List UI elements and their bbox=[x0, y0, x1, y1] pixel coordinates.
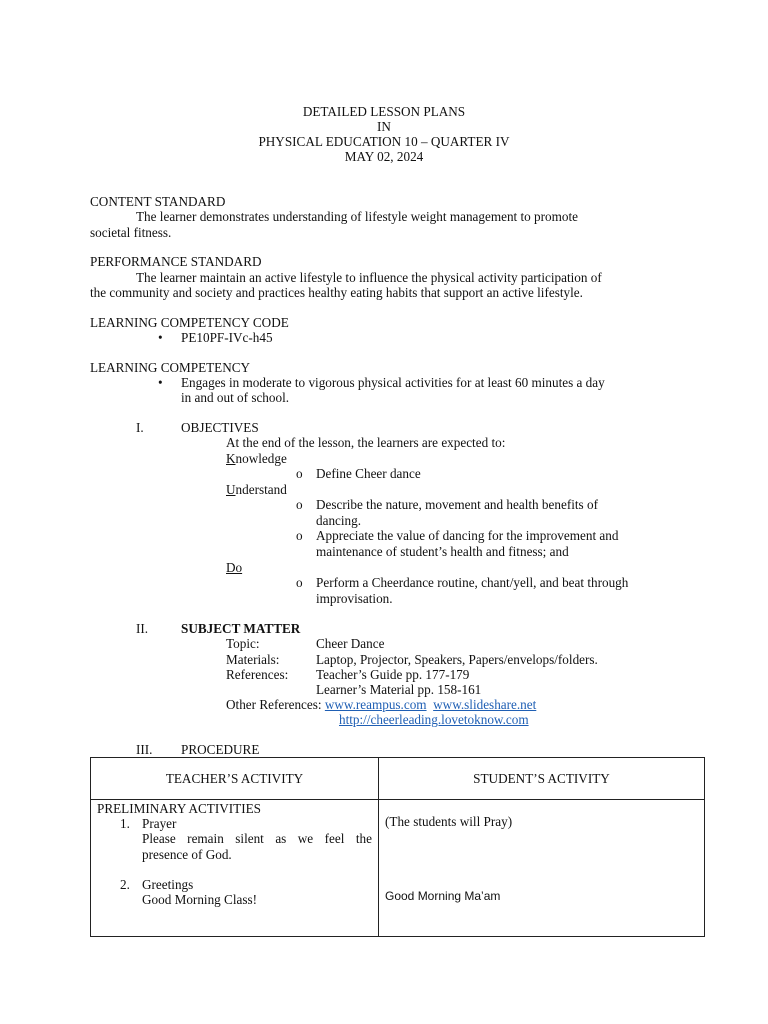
table-header-row bbox=[91, 758, 705, 800]
procedure-numeral: III. bbox=[136, 742, 153, 757]
procedure-table bbox=[90, 757, 705, 937]
reference-link-slideshare[interactable]: www.slideshare.net bbox=[433, 697, 537, 712]
understand-label: Understand bbox=[226, 482, 287, 497]
table-row bbox=[91, 800, 705, 937]
student-prayer-response: (The students will Pray) bbox=[385, 814, 513, 829]
competency-text-1: Engages in moderate to vigorous physical activities for at least 60 minutes a day bbox=[181, 375, 605, 390]
sub-bullet-icon: o bbox=[296, 528, 303, 543]
subject-matter-heading: SUBJECT MATTER bbox=[181, 621, 301, 636]
performance-standard-heading: PERFORMANCE STANDARD bbox=[90, 254, 262, 269]
knowledge-item: Define Cheer dance bbox=[316, 466, 421, 481]
do-item-line-2: improvisation. bbox=[316, 591, 393, 606]
competency-code-item: PE10PF-IVc-h45 bbox=[181, 330, 273, 345]
materials-label: Materials: bbox=[226, 652, 280, 667]
objectives-numeral: I. bbox=[136, 420, 144, 435]
content-standard-heading: CONTENT STANDARD bbox=[90, 194, 226, 209]
student-activity-cell bbox=[379, 800, 705, 937]
objectives-heading: OBJECTIVES bbox=[181, 420, 259, 435]
competency-text-2: in and out of school. bbox=[181, 390, 290, 405]
other-references bbox=[226, 697, 536, 713]
content-standard-text-1: The learner demonstrates understanding of lifestyle weight management to promote bbox=[136, 209, 579, 224]
references-value-2: Learner’s Material pp. 158-161 bbox=[316, 682, 482, 697]
content-standard-text-2: societal fitness. bbox=[90, 225, 172, 240]
sub-bullet-icon: o bbox=[296, 466, 303, 481]
topic-value: Cheer Dance bbox=[316, 636, 385, 651]
greetings-text: Good Morning Class! bbox=[142, 892, 258, 907]
student-greeting-response: Good Morning Ma’am bbox=[385, 889, 501, 903]
item-number: 2. bbox=[120, 877, 130, 892]
competency-code-heading: LEARNING COMPETENCY CODE bbox=[90, 315, 289, 330]
bullet-icon: • bbox=[158, 330, 163, 345]
title-line-1: DETAILED LESSON PLANS bbox=[302, 104, 466, 119]
performance-standard-text-2: the community and society and practices healthy eating habits that support an active lifestyle. bbox=[90, 285, 583, 300]
competency-heading: LEARNING COMPETENCY bbox=[90, 360, 251, 375]
other-references-label: Other References: bbox=[226, 697, 322, 712]
bullet-icon: • bbox=[158, 375, 163, 390]
reference-link-cheerleading[interactable]: http://cheerleading.lovetoknow.com bbox=[339, 712, 529, 727]
do-label: Do bbox=[226, 560, 243, 575]
sub-bullet-icon: o bbox=[296, 575, 303, 590]
title-line-2: IN bbox=[377, 119, 391, 134]
reference-link-reampus[interactable]: www.reampus.com bbox=[324, 697, 427, 712]
preliminary-activities: PRELIMINARY ACTIVITIES bbox=[97, 801, 261, 816]
references-label: References: bbox=[226, 667, 289, 682]
knowledge-label: Knowledge bbox=[226, 451, 287, 466]
understand-item-1-line-1: Describe the nature, movement and health benefits of bbox=[316, 497, 598, 512]
prayer-text: Please remain silent as we feel the presence of God. bbox=[142, 831, 372, 862]
references-value-1: Teacher’s Guide pp. 177-179 bbox=[316, 667, 470, 682]
teacher-activity-header: TEACHER’S ACTIVITY bbox=[91, 758, 379, 800]
understand-item-2-line-1: Appreciate the value of dancing for the improvement and bbox=[316, 528, 619, 543]
materials-value: Laptop, Projector, Speakers, Papers/envelops/folders. bbox=[316, 652, 598, 667]
performance-standard-text-1: The learner maintain an active lifestyle to influence the physical activity participation of bbox=[136, 270, 602, 285]
understand-item-1-line-2: dancing. bbox=[316, 513, 362, 528]
teacher-activity-cell bbox=[91, 800, 379, 937]
subject-matter-numeral: II. bbox=[136, 621, 149, 636]
student-activity-header: STUDENT’S ACTIVITY bbox=[379, 758, 705, 800]
prayer-title: Prayer bbox=[142, 816, 177, 831]
greetings-title: Greetings bbox=[142, 877, 194, 892]
title-line-3: PHYSICAL EDUCATION 10 – QUARTER IV bbox=[258, 134, 510, 149]
topic-label: Topic: bbox=[226, 636, 260, 651]
procedure-heading: PROCEDURE bbox=[181, 742, 260, 757]
understand-item-2-line-2: maintenance of student’s health and fitness; and bbox=[316, 544, 569, 559]
objectives-intro: At the end of the lesson, the learners are expected to: bbox=[226, 435, 506, 450]
item-number: 1. bbox=[120, 816, 130, 831]
do-item-line-1: Perform a Cheerdance routine, chant/yell, and beat through bbox=[316, 575, 629, 590]
title-date: MAY 02, 2024 bbox=[344, 149, 424, 164]
sub-bullet-icon: o bbox=[296, 497, 303, 512]
